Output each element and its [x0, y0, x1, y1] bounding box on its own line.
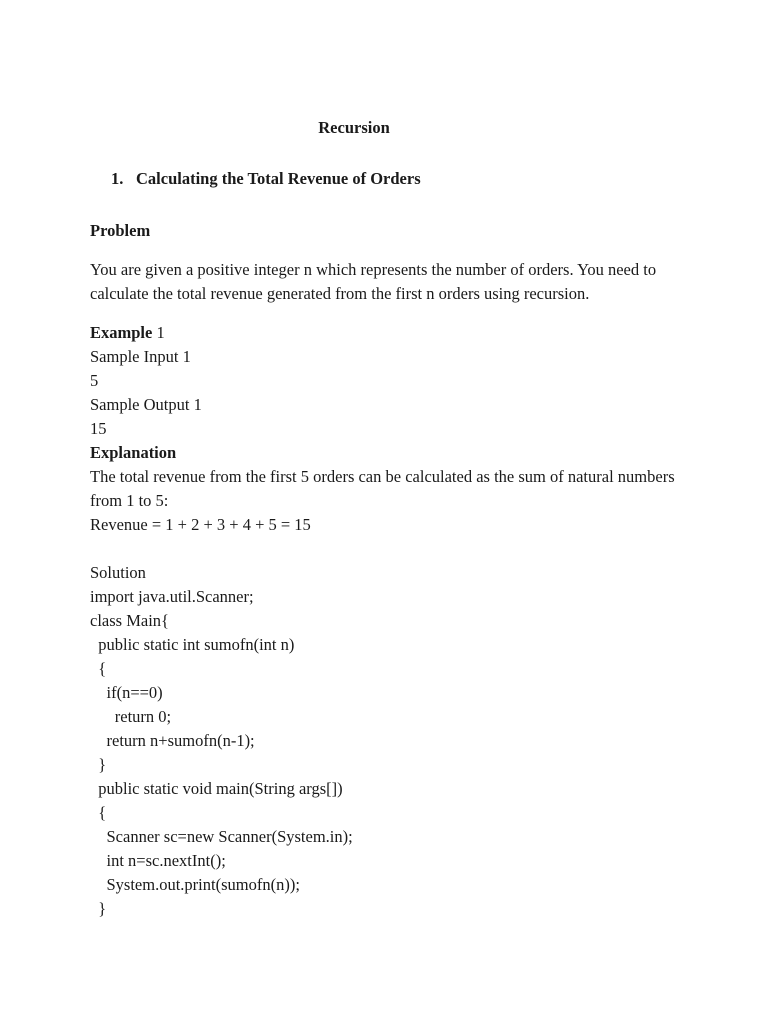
sample-output-label: Sample Output 1 — [90, 395, 202, 414]
code-line: Scanner sc=new Scanner(System.in); — [90, 827, 353, 846]
sample-input-label: Sample Input 1 — [90, 347, 191, 366]
revenue-line: Revenue = 1 + 2 + 3 + 4 + 5 = 15 — [90, 515, 311, 534]
section-number: 1. — [111, 169, 124, 188]
problem-text: You are given a positive integer n which represents the number of orders. You need to calculate the total revenue generated from the first n orders using recursion. — [90, 260, 657, 303]
code-line: public static int sumofn(int n) — [90, 635, 295, 654]
code-line: { — [90, 659, 107, 678]
code-line: } — [90, 899, 107, 918]
code-line: public static void main(String args[]) — [90, 779, 343, 798]
problem-heading: Problem — [90, 221, 151, 240]
code-line: return n+sumofn(n-1); — [90, 731, 255, 750]
code-line: import java.util.Scanner; — [90, 587, 254, 606]
code-line: return 0; — [90, 707, 172, 726]
solution-label: Solution — [90, 563, 146, 582]
code-line: } — [90, 755, 107, 774]
explanation-heading: Explanation — [90, 443, 177, 462]
code-line: class Main{ — [90, 611, 169, 630]
example-label-bold: Example — [90, 323, 153, 342]
document-title: Recursion — [318, 118, 390, 137]
sample-input-value: 5 — [90, 371, 99, 390]
code-line: { — [90, 803, 107, 822]
explanation-text: The total revenue from the first 5 orders can be calculated as the sum of natural numbers from 1 to 5: — [90, 467, 675, 510]
example-label-number: 1 — [152, 323, 165, 342]
code-line: System.out.print(sumofn(n)); — [90, 875, 300, 894]
code-line: int n=sc.nextInt(); — [90, 851, 226, 870]
sample-output-value: 15 — [90, 419, 107, 438]
code-line: if(n==0) — [90, 683, 163, 702]
section-heading: Calculating the Total Revenue of Orders — [136, 169, 421, 188]
example-label — [90, 321, 165, 345]
